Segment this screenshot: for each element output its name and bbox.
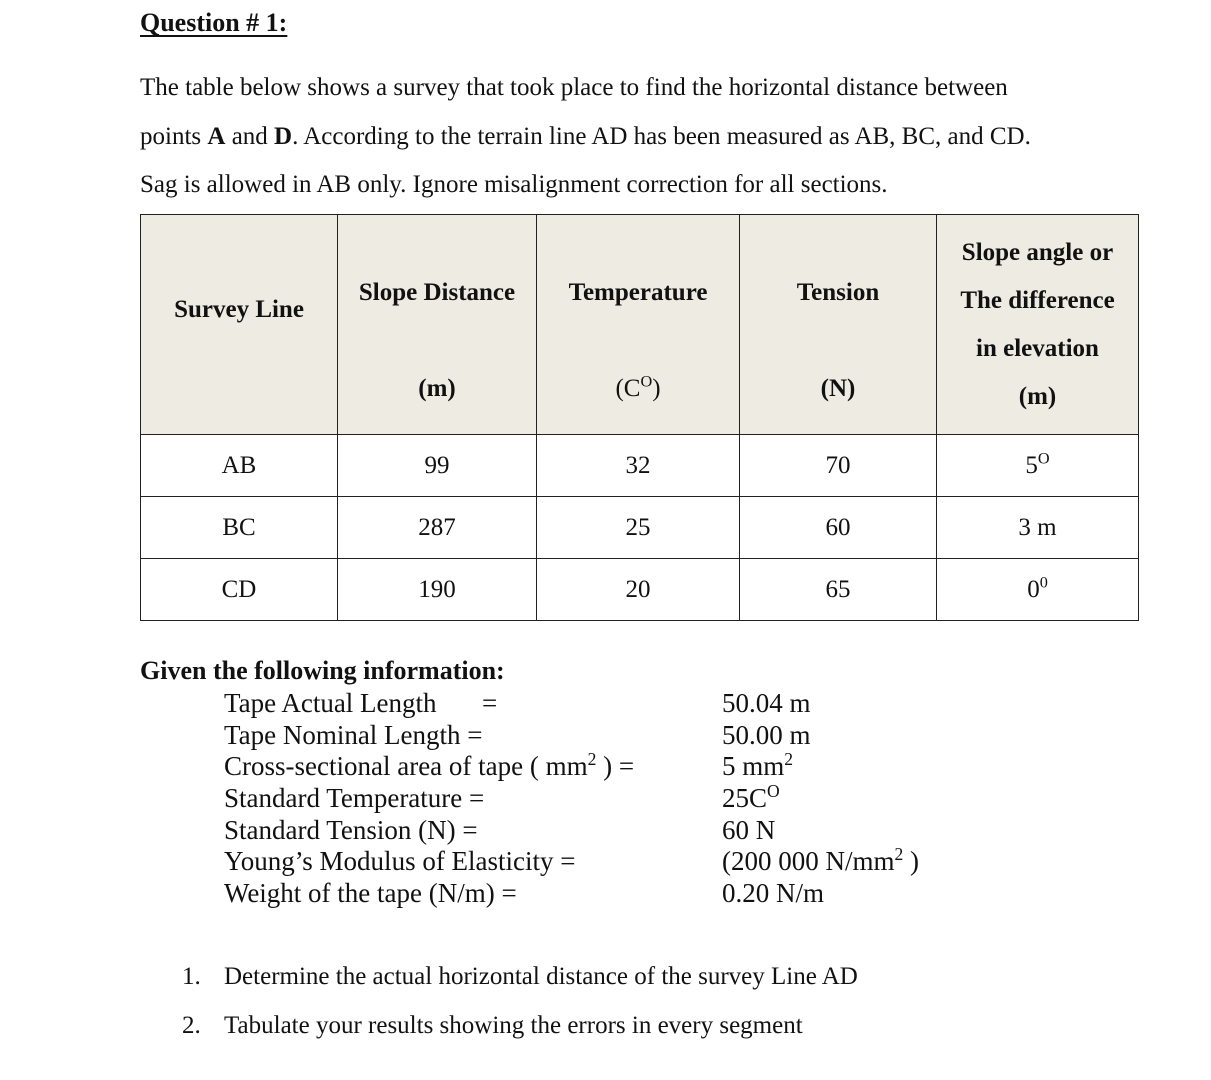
cell-distance: 99	[338, 435, 537, 497]
cell-temperature: 32	[537, 435, 740, 497]
given-value: (200 000 $N/mm^2$ )	[722, 844, 920, 877]
table-header-row	[141, 215, 1139, 435]
cell-temperature: 20	[537, 559, 740, 621]
header-slope-distance: Slope Distance (m)	[338, 215, 537, 435]
cell-tension: 70	[740, 435, 937, 497]
cell-tension: 65	[740, 559, 937, 621]
question-number: 2.	[182, 1012, 201, 1039]
question-text: Tabulate your results showing the errors in every segment	[224, 1012, 803, 1039]
table-row	[141, 497, 1139, 559]
given-value: 50.00 m	[722, 719, 811, 750]
survey-table	[140, 214, 1139, 621]
header-survey-line: Survey Line	[141, 215, 338, 435]
question-list	[182, 952, 858, 1050]
given-label: Tape Actual Length	[224, 688, 437, 718]
header-slope-angle: Slope angle or The difference in elevation (m)	[937, 215, 1139, 435]
cell-distance: 287	[338, 497, 537, 559]
given-value: 50.04 m	[722, 688, 811, 718]
cell-slope: $0^0$	[937, 559, 1139, 621]
cell-slope: 3 m	[937, 497, 1139, 559]
table-row	[141, 435, 1139, 497]
given-value: 5 $mm^2$	[722, 749, 794, 782]
given-equals: =	[482, 688, 498, 718]
table-row	[141, 559, 1139, 621]
cell-line: AB	[141, 435, 338, 497]
cell-temperature: 25	[537, 497, 740, 559]
given-label: Weight of the tape (N/m) =	[224, 878, 517, 909]
given-label: Standard Tension (N) =	[224, 814, 478, 845]
given-label: Standard Temperature =	[224, 783, 485, 814]
given-label: Young’s Modulus of Elasticity =	[224, 846, 576, 877]
given-label: Tape Nominal Length =	[224, 719, 483, 750]
intro-paragraph	[140, 64, 1140, 210]
given-title: Given the following information:	[140, 656, 505, 685]
question-text: Determine the actual horizontal distance of the survey Line AD	[224, 963, 858, 990]
intro-line-1: The table below shows a survey that took place to find the horizontal distance between	[140, 74, 1008, 101]
header-tension: Tension (N)	[740, 215, 937, 435]
cell-tension: 60	[740, 497, 937, 559]
given-value: 0.20 N/m	[722, 878, 825, 909]
cell-line: BC	[141, 497, 338, 559]
intro-line-2: points A and D. According to the terrain line AD has been measured as AB, BC, and CD.	[140, 122, 1031, 150]
question-heading: Question # 1:	[140, 8, 288, 37]
cell-slope: $5^O$	[937, 435, 1139, 497]
given-value: 60 N	[722, 814, 776, 845]
question-number: 1.	[182, 963, 201, 990]
intro-line-3: Sag is allowed in AB only. Ignore misalignment correction for all sections.	[140, 171, 888, 198]
question-item	[182, 952, 858, 1001]
given-label: Cross-sectional area of tape ( $mm^2$ ) =	[224, 749, 635, 782]
cell-line: CD	[141, 559, 338, 621]
cell-distance: 190	[338, 559, 537, 621]
question-item	[182, 1001, 858, 1050]
header-temperature: Temperature $(C^O)$	[537, 215, 740, 435]
given-value: $25C^O$	[722, 781, 780, 814]
